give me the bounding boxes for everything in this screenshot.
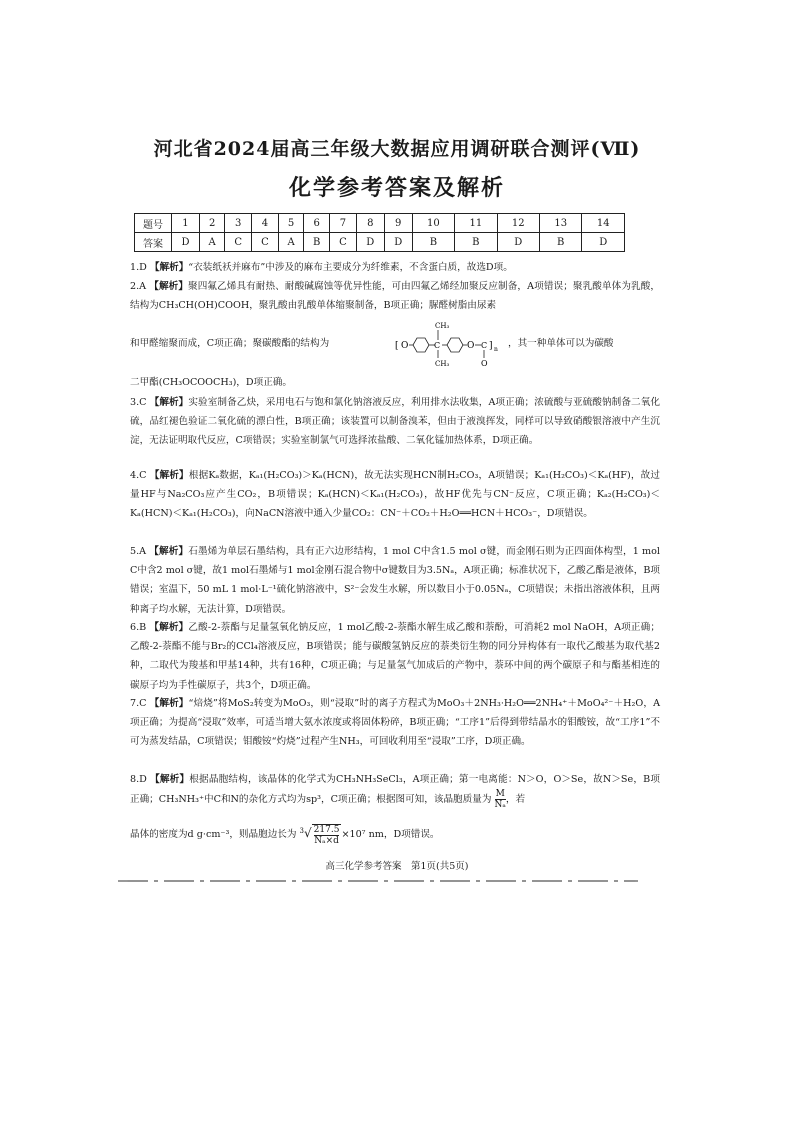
answer-cell: B [412,233,454,252]
question-text: 根据Kₐ数据，Kₐ₁(H₂CO₃)＞Kₐ(HCN)，故无法实现HCN制H₂CO₃，A项错误；Kₐ₁(H₂CO₃)＜Kₐ(HF)，故过量HF与Na₂CO₃应产生CO₂，B项错误；Kₐ(HCN)＜Kₐ₁(H₂CO₃)，故HF优先与CN⁻反应，C项正确；Kₐ₂(H₂CO₃)＜Kₐ(HCN)＜Kₐ₁(H₂CO₃)，向NaCN溶液中通入少量CO₂：CN⁻＋CO₂＋H₂O══HCN＋HCO₃⁻，D项错误。 [130,470,660,520]
question-text: 乙酸-2-萘酯与足量氢氧化钠反应，1 mol乙酸-2-萘酯水解生成乙酸和萘酚，可消耗2 mol NaOH，A项正确；乙酸-2-萘酯不能与Br₂的CCl₄溶液反应，B项错误；能与碳酸氢钠反应的萘类衍生物的同分异构体有一取代乙酸基为取代基2种，二取代为羧基和甲基14种，共有16种，C项正确；与足量氢气加成后的产物中，萘环中间的两个碳原子和与酯基相连的碳原子均为手性碳原子，共3个，D项正确。 [130,622,660,691]
answer-cell: B [304,233,330,252]
answer-cell: D [172,233,200,252]
question-number-cell: 12 [497,214,539,233]
question-2-line: 二甲酯(CH₃OCOOCH₃)，D项正确。 [130,377,292,388]
answer-cell: C [225,233,252,252]
question-text: ，若 [505,794,526,806]
o-label: O [401,341,409,351]
question-8-line: 晶体的密度为d g·cm⁻³，则晶胞边长为 $^3$√ $\frac{217.5}{\text{Nₐ×d}}$ ×10⁷ nm，D项错误。 [130,824,440,846]
root-index: 3 [299,827,305,835]
question-text: 根据晶胞结构，该晶体的化学式为CH₃NH₃SeCl₃，A项正确；第一电离能：N＞O，O＞Se，故N＞Se，B项正确；CH₃NH₃⁺中C和N的杂化方式均为sp³，C项正确；根据图可知，该晶胞质量为 [130,774,660,806]
fraction-denominator: Nₐ [494,800,506,811]
analysis-tag: 【解析】 [149,546,189,557]
ch3-label: CH₃ [435,322,450,330]
question-number: 2.A [130,281,147,292]
question-text: 晶体的密度为d g·cm⁻³，则晶胞边长为 [130,829,297,841]
answer-cell: A [199,233,224,252]
question-3 [130,393,660,451]
c-label: C [434,341,441,350]
question-number: 5.A [130,546,147,557]
question-number: 7.C [130,698,147,709]
answer-cell: C [252,233,279,252]
question-4 [130,466,660,524]
analysis-tag: 【解析】 [149,262,189,273]
page-title: 河北省2024届高三年级大数据应用调研联合测评(Ⅶ) [153,138,641,160]
c-label: C [481,341,488,350]
question-7 [130,694,660,752]
question-8 [130,770,660,810]
question-number-cell: 2 [199,214,224,233]
question-number-cell: 4 [252,214,279,233]
answer-cell: B [539,233,581,252]
polycarbonate-structure [395,318,507,370]
answer-cell: D [384,233,412,252]
answer-cell: D [497,233,539,252]
page-subtitle: 化学参考答案及解析 [288,175,505,201]
analysis-tag: 【解析】 [149,281,189,292]
carbonyl-o-label: O [481,359,488,368]
row-label: 答案 [135,233,172,252]
analysis-tag: 【解析】 [149,397,189,408]
answer-cell: A [278,233,303,252]
fraction-denominator: Nₐ×d [314,835,339,846]
analysis-tag: 【解析】 [150,774,190,785]
question-5 [130,542,660,619]
question-text: ×10⁷ nm，D项错误。 [341,829,440,841]
question-number-cell: 14 [582,214,625,233]
question-number: 1.D [130,262,147,273]
question-number-cell: 10 [412,214,454,233]
answer-cell: D [582,233,625,252]
question-number-cell: 8 [356,214,384,233]
answer-cell: C [330,233,357,252]
analysis-tag: 【解析】 [149,698,189,709]
question-text: 聚四氟乙烯具有耐热、耐酸碱腐蚀等优异性能，可由四氟乙烯经加聚反应制备，A项错误；聚乳酸单体为乳酸，结构为CH₃CH(OH)COOH，聚乳酸由乳酸单体缩聚制备，B项正确；脲醛树脂由尿素 [130,281,660,312]
question-number: 3.C [130,397,147,408]
question-number: 6.B [130,622,147,633]
fraction-numerator: 217.5 [313,824,340,835]
table-row [135,233,625,252]
question-number-cell: 9 [384,214,412,233]
root-radicand [312,824,342,846]
question-number: 8.D [130,774,147,785]
question-number-cell: 3 [225,214,252,233]
question-text: “衣装纸袄并麻布”中涉及的麻布主要成分为纤维素，不含蛋白质，故选D项。 [188,262,513,273]
question-number-cell: 11 [455,214,497,233]
question-number-cell: 5 [278,214,303,233]
question-text: 实验室制备乙炔，采用电石与饱和氯化钠溶液反应，利用排水法收集，A项正确；浓硫酸与亚硫酸钠制备二氧化硫，品红褪色验证二氧化硫的漂白性，B项正确；该装置可以制备溴苯，但由于液溴挥发，同样可以导致硝酸银溶液中产生沉淀，无法证明取代反应，C项错误；实验室制氯气可选择浓盐酸、二氧化锰加热体系，D项正确。 [130,397,660,447]
fraction-numerator: M [495,789,505,800]
row-label: 题号 [135,214,172,233]
question-1 [130,258,660,277]
question-6 [130,618,660,695]
ch3-label: CH₃ [435,360,450,368]
n-label: n [494,346,498,353]
analysis-tag: 【解析】 [149,470,189,481]
question-2 [130,277,660,315]
question-number: 4.C [130,470,147,481]
question-text: “焙烧”将MoS₂转变为MoO₃，则“浸取”时的离子方程式为MoO₃＋2NH₃·H₂O══2NH₄⁺＋MoO₄²⁻＋H₂O，A项正确；为提高“浸取”效率，可适当增大氨水浓度或将固体粉碎，B项正确；“工序1”后得到带结晶水的钼酸铵，故“工序1”不可为蒸发结晶，C项错误；钼酸铵“灼烧”过程产生NH₃，可回收利用至“浸取”工序，D项正确。 [130,698,660,748]
scan-artifact-line [118,878,638,884]
question-2-line: 和甲醛缩聚而成，C项正确；聚碳酸酯的结构为 [130,338,330,349]
question-text: 石墨烯为单层石墨结构，具有正六边形结构，1 mol C中含1.5 mol σ键，而金刚石则为正四面体构型，1 mol C中含2 mol σ键，故1 mol石墨烯与1 mol金刚石混合物中σ键数目为3.5Nₐ，A项正确；标准状况下，乙酸乙酯是液体，B项错误；室温下，50 mL 1 mol·L⁻¹硫化钠溶液中，S²⁻会发生水解，所以数目小于0.05Nₐ，C项错误；未指出溶液体积，且两种离子均水解，无法计算，D项错误。 [130,546,660,615]
svg-text:]: ] [489,341,493,351]
question-number-cell: 7 [330,214,357,233]
answer-cell: B [455,233,497,252]
page-footer: 高三化学参考答案 第1页(共5页) [325,861,469,872]
answer-table [134,213,625,252]
question-number-cell: 1 [172,214,200,233]
molar-mass-fraction [495,789,506,810]
question-number-cell: 13 [539,214,581,233]
svg-text:[: [ [395,341,399,351]
question-number-cell: 6 [304,214,330,233]
analysis-tag: 【解析】 [149,622,189,633]
table-row [135,214,625,233]
answer-cell: D [356,233,384,252]
o-label: O [467,341,475,351]
question-2-line: ，其一种单体可以为碳酸 [508,338,614,349]
